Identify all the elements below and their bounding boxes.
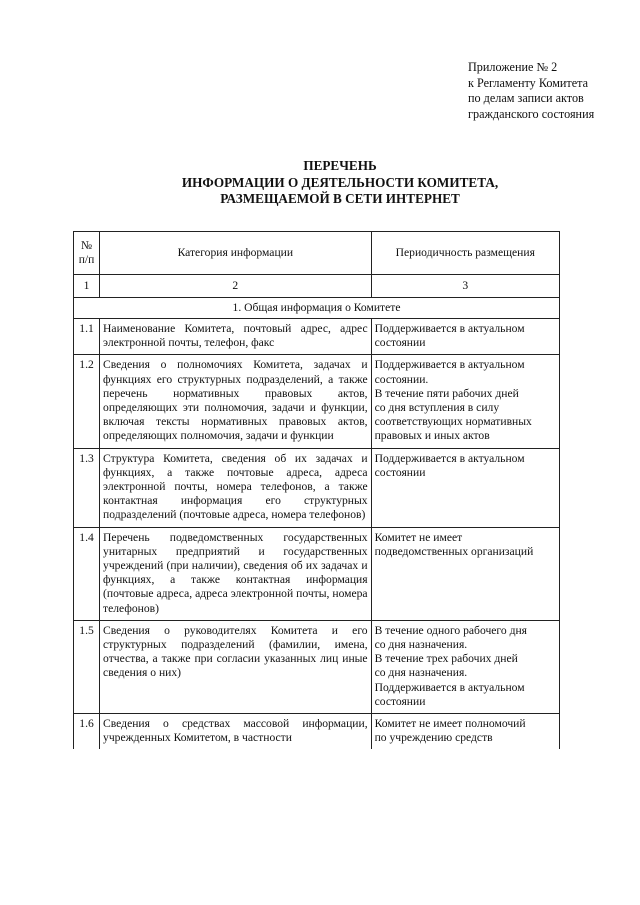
table-row (74, 319, 560, 355)
period-line: по учреждению средств (374, 731, 493, 745)
header-number-abbr: п/п (78, 253, 95, 266)
row-category: Сведения о средствах массовой информации, учрежденных Комитетом, в частности (100, 714, 372, 750)
row-number: 1.1 (74, 319, 100, 355)
document-title (60, 158, 620, 208)
period-line: Комитет не имеет (374, 530, 463, 544)
header-period: Периодичность размещения (371, 232, 559, 275)
row-category: Перечень подведомственных государственных унитарных предприятий и государственных учреждений (при наличии), сведения об их задачах и функциях, а также контактная информация (почтовые адреса, адреса электронной почты, номера телефонов) (100, 527, 372, 620)
row-number: 1.2 (74, 355, 100, 448)
row-period (371, 355, 559, 448)
period-line: подведомственных организаций (374, 544, 534, 558)
row-period (371, 620, 559, 713)
appendix-line: по делам записи актов (468, 91, 584, 105)
column-index: 2 (100, 275, 372, 298)
header-number-symbol: № (80, 239, 93, 252)
table-row (74, 448, 560, 527)
period-line: правовых и иных актов (374, 429, 490, 443)
title-line: ПЕРЕЧЕНЬ (303, 158, 377, 173)
row-number: 1.3 (74, 448, 100, 527)
period-line: В течение одного рабочего дня (374, 623, 528, 637)
period-line: со дня вступления в силу (374, 401, 500, 415)
row-number: 1.6 (74, 714, 100, 750)
period-line: В течение трех рабочих дней (374, 652, 518, 666)
appendix-line: Приложение № 2 (468, 60, 558, 74)
period-line: состоянии. (374, 372, 429, 386)
period-line: состоянии (374, 336, 426, 350)
period-line: В течение пяти рабочих дней (374, 386, 519, 400)
row-period (371, 448, 559, 527)
header-number (74, 232, 100, 275)
row-period (371, 319, 559, 355)
row-period (371, 714, 559, 750)
row-category: Структура Комитета, сведения об их задачах и функциях, а также почтовые адреса, адреса электронной почты, номера телефонов, а также контактная информация его структурных подразделений (почтовые адреса, номера телефонов) (100, 448, 372, 527)
column-index: 3 (371, 275, 559, 298)
header-category: Категория информации (100, 232, 372, 275)
information-table (73, 231, 560, 749)
row-period (371, 527, 559, 620)
row-category: Сведения о руководителях Комитета и его структурных подразделений (фамилии, имена, отчества, а также при согласии указанных лиц иные сведения о них) (100, 620, 372, 713)
period-line: состоянии (374, 465, 426, 479)
table-row (74, 620, 560, 713)
period-line: состоянии (374, 694, 426, 708)
appendix-line: гражданского состояния (468, 106, 595, 121)
column-index-row (74, 275, 560, 298)
period-line: Комитет не имеет полномочий (374, 717, 526, 731)
row-category: Сведения о полномочиях Комитета, задачах и функциях его структурных подразделений, а также перечень нормативных правовых актов, определяющих эти полномочия, задачи и функции, включая тексты нормативных правовых актов, определяющих полномочия, задачи и функции (100, 355, 372, 448)
appendix-line: к Регламенту Комитета (468, 75, 589, 90)
table-row (74, 355, 560, 448)
table-row (74, 714, 560, 750)
period-line: Поддерживается в актуальном (374, 358, 525, 372)
table-row (74, 527, 560, 620)
row-category: Наименование Комитета, почтовый адрес, адрес электронной почты, телефон, факс (100, 319, 372, 355)
period-line: соответствующих нормативных (374, 415, 532, 429)
table-header-row (74, 232, 560, 275)
period-line: со дня назначения. (374, 638, 468, 652)
period-line: Поддерживается в актуальном (374, 322, 525, 335)
row-number: 1.4 (74, 527, 100, 620)
title-line: ИНФОРМАЦИИ О ДЕЯТЕЛЬНОСТИ КОМИТЕТА, (181, 174, 499, 190)
row-number: 1.5 (74, 620, 100, 713)
appendix-reference (468, 60, 628, 122)
column-index: 1 (74, 275, 100, 298)
period-line: со дня назначения. (374, 666, 468, 680)
period-line: Поддерживается в актуальном (374, 680, 525, 694)
section-title: 1. Общая информация о Комитете (74, 298, 560, 319)
title-line: РАЗМЕЩАЕМОЙ В СЕТИ ИНТЕРНЕТ (220, 191, 460, 206)
period-line: Поддерживается в актуальном (374, 451, 525, 465)
section-row (74, 298, 560, 319)
